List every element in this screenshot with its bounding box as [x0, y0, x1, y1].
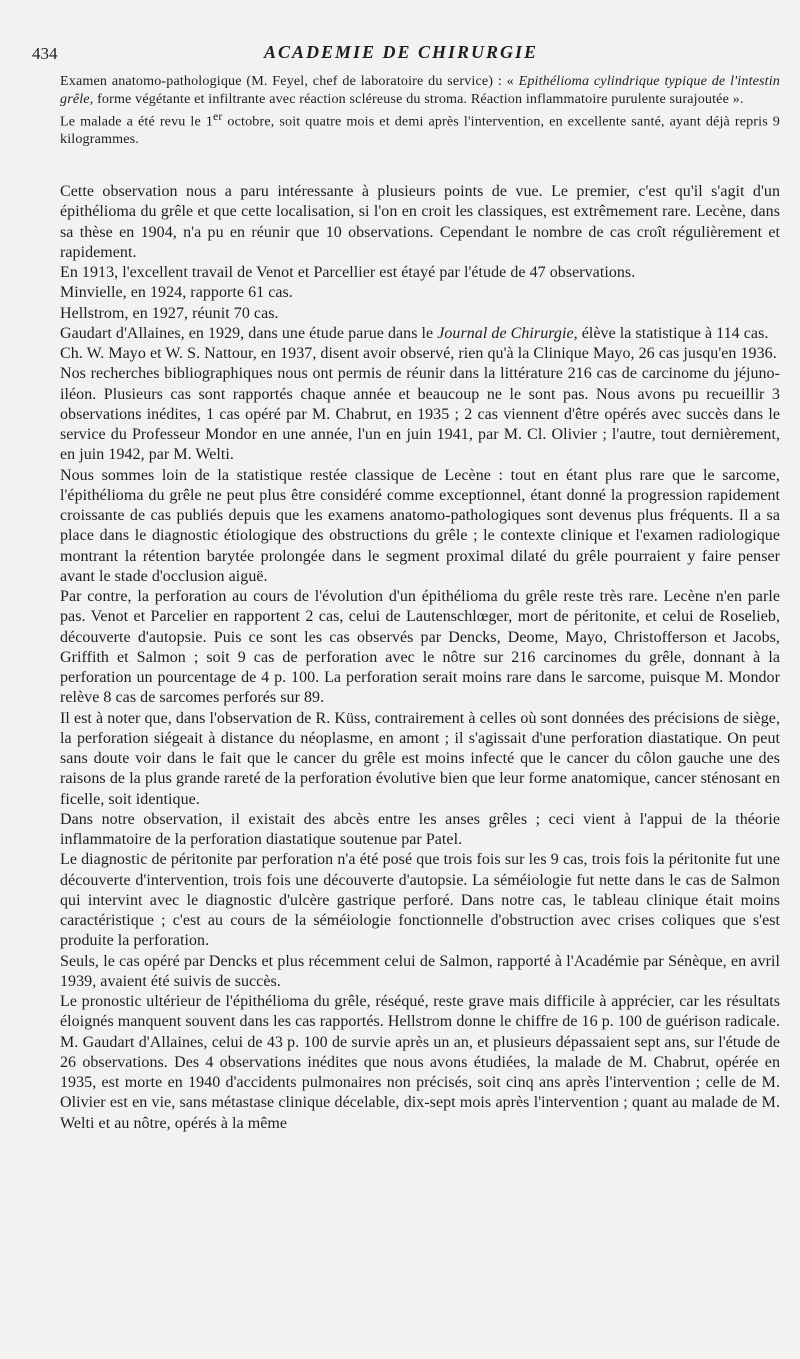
body-paragraph-6: Ch. W. Mayo et W. S. Nattour, en 1937, disent avoir observé, rien qu'à la Clinique Mayo, 26 cas jusqu'en 1936. — [60, 345, 777, 362]
body-paragraph-4: Hellstrom, en 1927, réunit 70 cas. — [60, 304, 279, 322]
body-paragraph-10: Il est à noter que, dans l'observation de R. Küss, contrairement à celles où sont données des précisions de siège, la perforation siégeait à distance du néoplasme, en amont ; il s'agissait d'une perforation diastatique. On peut sans doute voir dans le fait que le cancer du grêle est moins infecté que le cancer du côlon gauche une des raisons de la plus grande rareté de la perforation évolutive bien que leur forme anatomique, cancer sténosant en ficelle, soit identique. — [60, 709, 780, 808]
body-paragraph-1: Cette observation nous a paru intéressante à plusieurs points de vue. Le premier, c'est qu'il s'agit d'un épithélioma du grêle et que cette localisation, si l'on en croit les classiques, est extrêmement rare. Lecène, dans sa thèse en 1904, n'a pu en réunir que 10 observations. Cependant le nombre de cas croît régulièrement et rapidement. — [60, 183, 780, 261]
body-paragraph-8: Nous sommes loin de la statistique restée classique de Lecène : tout en étant plus rare que le sarcome, l'épithélioma du grêle ne peut plus être considéré comme exceptionnel, étant donné la progression rapidement croissante de cas publiés depuis que les examens anatomo-pathologiques sont devenus plus fréquents. Il a sa place dans le diagnostic étiologique des obstructions du grêle ; le contexte clinique et l'examen radiologique montrant la rétention barytée prolongée dans le segment proximal dilaté du grêle pourraient y faire penser avant le stade d'occlusion aiguë. — [60, 466, 780, 585]
body-paragraph-9: Par contre, la perforation au cours de l'évolution d'un épithélioma du grêle reste très rare. Lecène n'en parle pas. Venot et Parcelier en rapportent 2 cas, celui de Lautenschlœger, mort de péritonite, et celui de Roselieb, découverte d'autopsie. Puis ce sont les cas observés par Dencks, Deome, Mayo, Christofferson et Jacobs, Griffith et Salmon ; soit 9 cas de perforation avec le nôtre sur 216 carcinomes du grêle, donnant à la perforation un pourcentage de 4 p. 100. La perforation serait moins rare dans le sarcome, puisque M. Mondor relève 8 cas de sarcomes perforés sur 89. — [60, 588, 780, 707]
case-report-block — [60, 73, 780, 149]
body-paragraph-3: Minvielle, en 1924, rapporte 61 cas. — [60, 284, 293, 302]
body-paragraph-5: Gaudart d'Allaines, en 1929, dans une étude parue dans le Journal de Chirurgie, élève la statistique à 114 cas. — [60, 324, 769, 342]
body-paragraph-2: En 1913, l'excellent travail de Venot et Parcellier est étayé par l'étude de 47 observations. — [60, 264, 636, 281]
discussion-body — [60, 182, 780, 1134]
journal-title: ACADEMIE DE CHIRURGIE — [263, 42, 539, 62]
body-paragraph-12: Le diagnostic de péritonite par perforation n'a été posé que trois fois sur les 9 cas, trois fois la péritonite fut une découverte d'intervention, trois fois une découverte d'autopsie. La séméiologie fut nette dans le cas de Salmon qui intervint avec le diagnostic d'ulcère gastrique perforé. Dans notre cas, le tableau clinique était moins caractéristique ; c'est au cours de la séméiologie fonctionnelle d'obstruction avec crises coliques que s'est produite la perforation. — [60, 851, 780, 950]
body-paragraph-13: Seuls, le cas opéré par Dencks et plus récemment celui de Salmon, rapporté à l'Académie par Sénèque, en avril 1939, avaient été suivis de succès. — [60, 952, 780, 990]
body-paragraph-14: Le pronostic ultérieur de l'épithélioma du grêle, réséqué, reste grave mais difficile à apprécier, car les résultats éloignés manquent souvent dans les cas rapportés. Hellstrom donne le chiffre de 16 p. 100 de guérison radicale. M. Gaudart d'Allaines, celui de 43 p. 100 de survie après un an, et plusieurs dépassaient sept ans, sur l'étude de 26 observations. Des 4 observations inédites que nous avons étudiées, la malade de M. Chabrut, opérée en 1935, est morte en 1940 d'accidents pulmonaires non précisés, soit cinq ans après l'intervention ; celle de M. Olivier est en vie, sans métastase clinique décelable, dix-sept mois après l'intervention ; quant au malade de M. Welti et au nôtre, opérés à la même — [60, 993, 780, 1132]
follow-up-paragraph: Le malade a été revu le 1er octobre, soit quatre mois et demi après l'intervention, en excellente santé, ayant déjà repris 9 kilogrammes. — [60, 110, 780, 148]
page-number: 434 — [32, 44, 58, 63]
body-paragraph-11: Dans notre observation, il existait des abcès entre les anses grêles ; ceci vient à l'appui de la théorie inflammatoire de la perforation diastatique soutenue par Patel. — [60, 810, 780, 848]
pathology-paragraph: Examen anatomo-pathologique (M. Feyel, chef de laboratoire du service) : « Epithélioma cylindrique typique de l'intestin grêle, forme végétante et infiltrante avec réaction scléreuse du stroma. Réaction inflammatoire purulente surajoutée ». — [60, 73, 781, 107]
running-head — [32, 42, 770, 66]
body-paragraph-7: Nos recherches bibliographiques nous ont permis de réunir dans la littérature 216 cas de carcinome du jéjuno-iléon. Plusieurs cas sont rapportés chaque année et beaucoup ne le sont pas. Nous avons pu recueillir 3 observations inédites, 1 cas opéré par M. Chabrut, en 1935 ; 2 cas viennent d'être opérés avec succès dans le service du Professeur Mondor en une année, l'un en juin 1941, par M. Cl. Olivier ; l'autre, tout dernièrement, en juin 1942, par M. Welti. — [60, 365, 780, 464]
